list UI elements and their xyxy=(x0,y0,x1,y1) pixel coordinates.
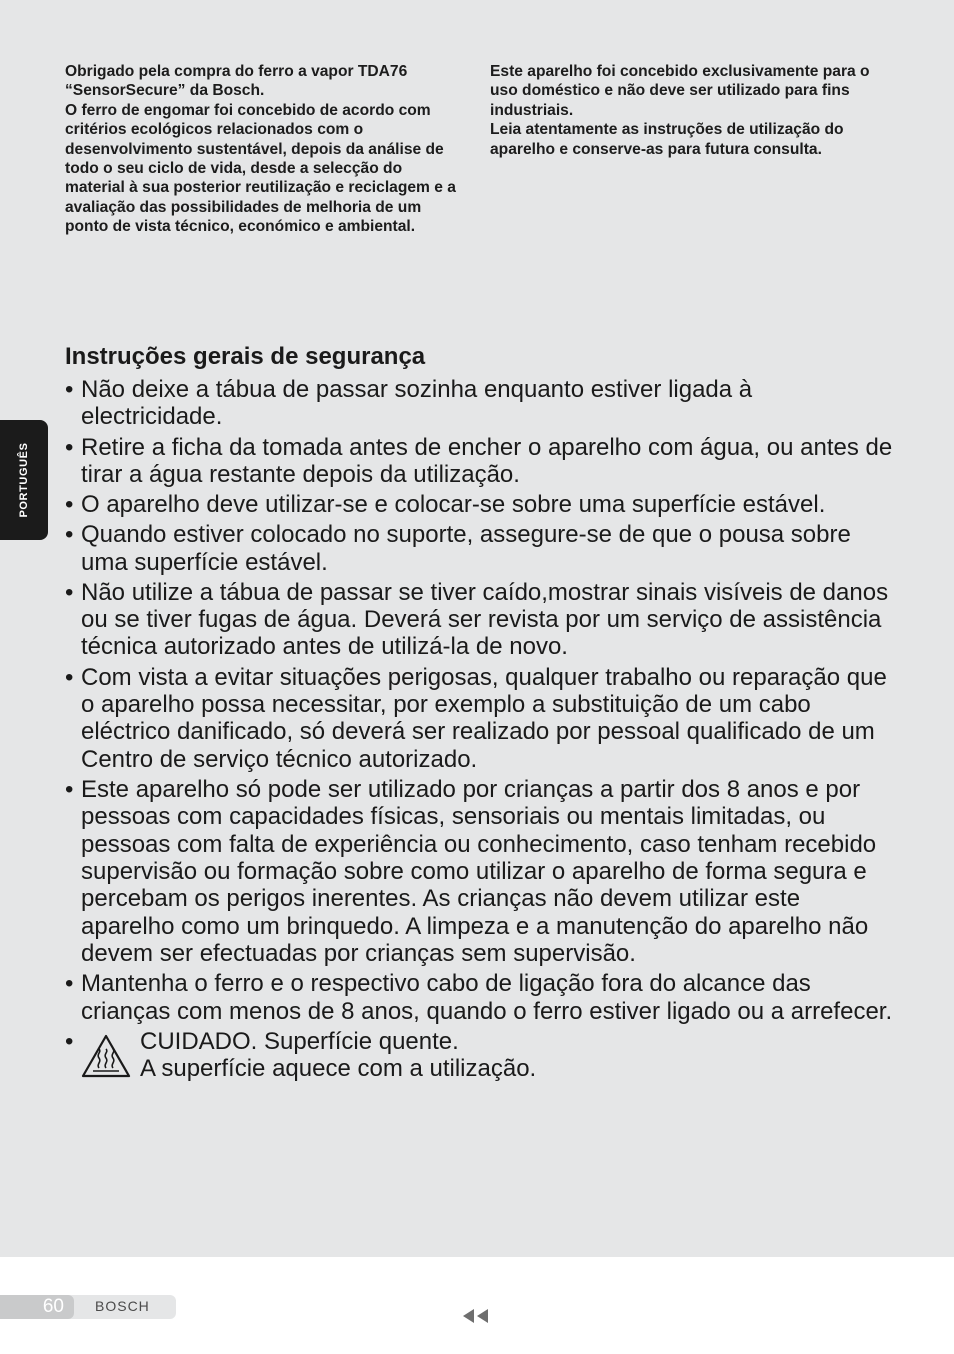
safety-section-title: Instruções gerais de segurança xyxy=(65,343,426,370)
safety-item: • O aparelho deve utilizar-se e colocar-se sobre uma superfície estável. xyxy=(65,491,900,518)
safety-item: • Este aparelho só pode ser utilizado por crianças a partir dos 8 anos e por pessoas com capacidades físicas, sensoriais ou mentais limitadas, ou pessoas com falta de experiência ou conhecimento, caso tenham recebido supervisão ou formação sobre como utilizar o aparelho de forma segura e percebam os perigos inerentes. As crianças não devem utilizar este aparelho como um brinquedo. A limpeza e a manutenção do aparelho não devem ser efectuadas por crianças sem supervisão. xyxy=(65,776,900,968)
warning-caution-line: • CUIDADO. Superfície quente. xyxy=(140,1027,459,1055)
safety-item: • Não utilize a tábua de passar se tiver caído,mostrar sinais visíveis de danos ou se tiver fugas de água. Deverá ser revista por um serviço de assistência técnica autorizado antes de utilizá-la de novo. xyxy=(65,579,900,661)
language-side-tab xyxy=(0,420,48,540)
safety-instructions-list xyxy=(65,376,900,1091)
page-number-box xyxy=(0,1295,74,1319)
intro-domestic-use-text: Este aparelho foi concebido exclusivamente para o uso doméstico e não deve ser utilizado para fins industriais. xyxy=(490,63,870,119)
safety-item: • Não deixe a tábua de passar sozinha enquanto estiver ligada à electricidade. xyxy=(65,376,900,431)
intro-thanks-text: Obrigado pela compra do ferro a vapor TDA76 “SensorSecure” da Bosch. xyxy=(65,63,408,100)
intro-left-column xyxy=(65,62,465,237)
safety-item: • Com vista a evitar situações perigosas, qualquer trabalho ou reparação que o aparelho possa necessitar, por exemplo a substituição de um cabo eléctrico danificado, só deverá ser realizado por pessoal qualificado de um Centro de serviço técnico autorizado. xyxy=(65,664,900,774)
intro-right-column xyxy=(490,62,895,159)
hot-surface-warning-item xyxy=(65,1028,900,1088)
page-number: 60 xyxy=(42,1296,64,1317)
brand-name: BOSCH xyxy=(95,1298,150,1314)
safety-item: • Quando estiver colocado no suporte, assegure-se de que o pousa sobre uma superfície estável. xyxy=(65,521,900,576)
language-tab-label: PORTUGUÊS xyxy=(18,442,30,518)
intro-read-instructions-text: Leia atentamente as instruções de utilização do aparelho e conserve-as para futura consulta. xyxy=(490,121,844,158)
hot-surface-warning-icon xyxy=(81,1034,131,1078)
safety-item: • Retire a ficha da tomada antes de encher o aparelho com água, ou antes de tirar a água restante depois da utilização. xyxy=(65,434,900,489)
intro-ecology-text: O ferro de engomar foi concebido de acordo com critérios ecológicos relacionados com o desenvolvimento sustentável, depois da análise de todo o seu ciclo de vida, desde a selecção do material à sua posterior reutilização e reciclagem e a avaliação das possibilidades de melhoria de um ponto de vista técnico, económico e ambiental. xyxy=(65,101,456,236)
hot-surface-warning-text xyxy=(140,1028,536,1083)
safety-item: • Mantenha o ferro e o respectivo cabo de ligação fora do alcance das crianças com menos de 8 anos, quando o ferro estiver ligado ou a arrefecer. xyxy=(65,970,900,1025)
double-arrow-left-icon[interactable] xyxy=(462,1308,490,1324)
warning-detail-line: A superfície aquece com a utilização. xyxy=(140,1055,537,1083)
